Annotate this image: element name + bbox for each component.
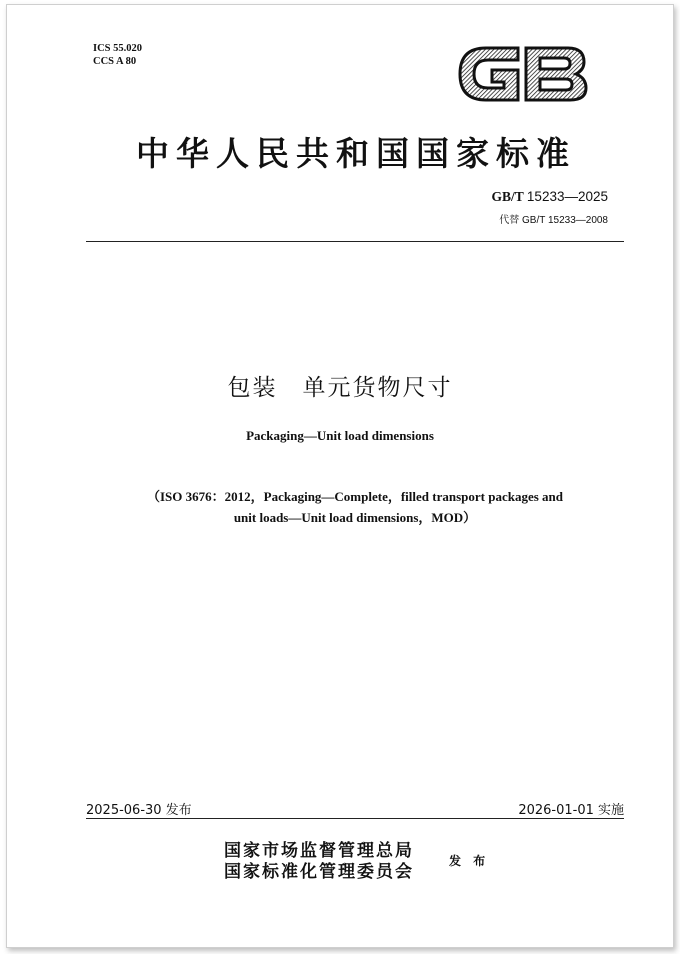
authority-sac: 国家标准化管理委员会 [224, 862, 414, 882]
issue-date: 2025-06-30 发布 [86, 803, 192, 818]
publish-label: 发 布 [449, 854, 490, 868]
replaces-standard: 代替 GB/T 15233—2008 [499, 215, 608, 226]
iso-reference [60, 486, 650, 528]
national-standard-banner: 中华人民共和国国家标准 [136, 134, 576, 173]
standard-prefix: GB/T [491, 189, 524, 204]
gb-standard-logo [456, 40, 590, 108]
implementation-date: 2026-01-01 实施 [518, 803, 624, 818]
classification-codes [93, 42, 142, 68]
issuing-authorities [224, 841, 414, 883]
authority-samr: 国家市场监督管理总局 [224, 841, 414, 861]
ccs-code: CCS A 80 [93, 56, 137, 67]
footer-divider [86, 818, 624, 819]
iso-reference-line-2: unit loads—Unit load dimensions，MOD） [233, 510, 477, 525]
header-divider [86, 241, 624, 242]
iso-reference-line-1: （ISO 3676：2012，Packaging—Complete，filled transport packages and [146, 489, 563, 504]
ics-code: ICS 55.020 [93, 43, 143, 54]
standard-number [492, 189, 608, 205]
document-title-chinese: 包装 单元货物尺寸 [227, 375, 453, 401]
document-title-english: Packaging—Unit load dimensions [246, 428, 434, 443]
standard-number-value: 15233—2025 [526, 189, 608, 204]
